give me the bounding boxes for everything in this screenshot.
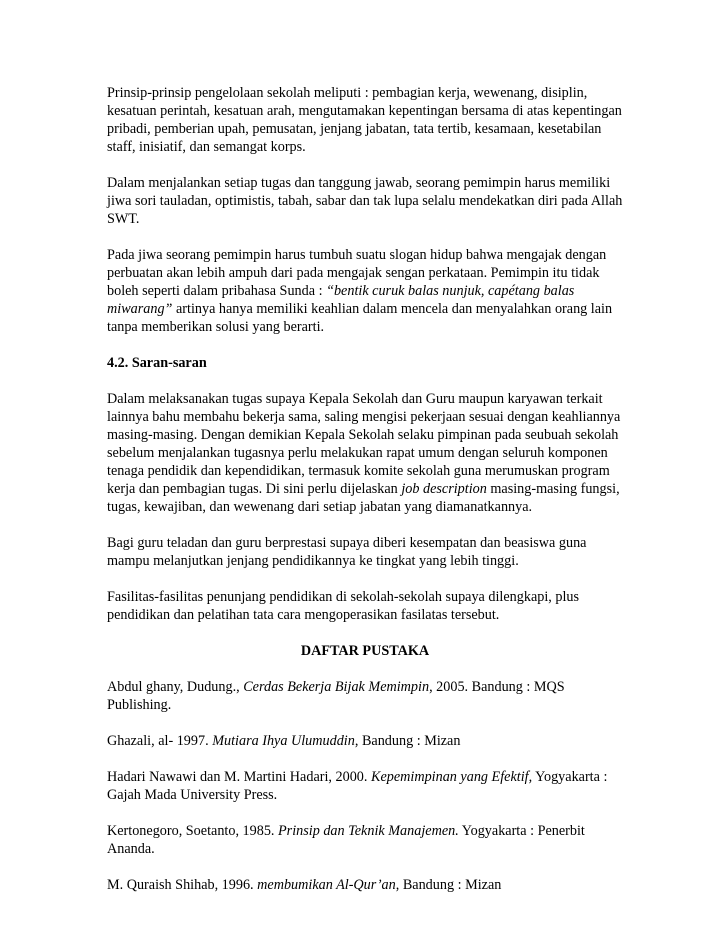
reference-title: Prinsip dan Teknik Manajemen. bbox=[278, 823, 459, 839]
paragraph-guru-teladan: Bagi guru teladan dan guru berprestasi supaya diberi kesempatan dan beasiswa guna mampu melanjutkan jenjang pendidikannya ke tingkat yang lebih tinggi. bbox=[107, 535, 587, 569]
paragraph-saran bbox=[107, 390, 623, 516]
paragraph-fasilitas: Fasilitas-fasilitas penunjang pendidikan di sekolah-sekolah supaya dilengkapi, plus pendidikan dan pelatihan tata cara mengoperasikan fasilatas tersebut. bbox=[107, 589, 580, 623]
reference-author: Hadari Nawawi dan M. Martini Hadari, 2000. bbox=[107, 769, 371, 785]
saran-text-after: masing-masing fungsi, tugas, kewajiban, dan wewenang dari setiap jabatan yang diamanatkannya. bbox=[107, 481, 620, 515]
reference-item bbox=[107, 678, 623, 714]
reference-item bbox=[107, 876, 623, 894]
job-description-term: job description bbox=[401, 481, 487, 497]
reference-publisher: , 2005. Bandung : MQS Publishing. bbox=[107, 679, 565, 713]
document-page bbox=[107, 84, 623, 912]
paragraph-prinsip: Prinsip-prinsip pengelolaan sekolah meliputi : pembagian kerja, wewenang, disiplin, kesatuan perintah, kesatuan arah, mengutamakan kepentingan bersama di atas kepentingan pribadi, pemberian upah, pemusatan, jenjang jabatan, tata tertib, kesamaan, kesetabilan staff, inisiatif, dan semangat korps. bbox=[107, 85, 622, 155]
slogan-text-after: artinya hanya memiliki keahlian dalam mencela dan menyalahkan orang lain tanpa memberikan solusi yang berarti. bbox=[107, 301, 613, 335]
reference-publisher: Yogyakarta : Penerbit Ananda. bbox=[107, 823, 585, 857]
reference-title: membumikan Al-Qur’an bbox=[257, 877, 396, 893]
bibliography-heading: DAFTAR PUSTAKA bbox=[300, 643, 430, 659]
reference-author: Abdul ghany, Dudung., bbox=[107, 679, 244, 695]
reference-publisher: Yogyakarta : Gajah Mada University Press. bbox=[107, 769, 608, 803]
reference-author: M. Quraish Shihab, 1996. bbox=[107, 877, 258, 893]
reference-publisher: , Bandung : Mizan bbox=[395, 877, 502, 893]
sunda-proverb: “bentik curuk balas nunjuk, capétang balas miwarang” bbox=[107, 283, 575, 317]
reference-title: Kepemimpinan yang Efektif, bbox=[370, 769, 533, 785]
reference-item bbox=[107, 732, 623, 750]
reference-title: Cerdas Bekerja Bijak Memimpin bbox=[243, 679, 430, 695]
reference-publisher: , Bandung : Mizan bbox=[354, 733, 461, 749]
reference-item bbox=[107, 768, 623, 804]
reference-author: Ghazali, al- 1997. bbox=[107, 733, 213, 749]
paragraph-pemimpin: Dalam menjalankan setiap tugas dan tanggung jawab, seorang pemimpin harus memiliki jiwa sori tauladan, optimistis, tabah, sabar dan tak lupa selalu mendekatkan diri pada Allah SWT. bbox=[107, 175, 623, 227]
reference-author: Kertonegoro, Soetanto, 1985. bbox=[107, 823, 279, 839]
paragraph-slogan bbox=[107, 246, 623, 336]
reference-title: Mutiara Ihya Ulumuddin bbox=[212, 733, 355, 749]
saran-text-before: Dalam melaksanakan tugas supaya Kepala Sekolah dan Guru maupun karyawan terkait lainnya bahu membahu bekerja sama, saling mengisi pekerjaan sesuai dengan keahliannya masing-masing. Dengan demikian Kepala Sekolah selaku pimpinan pada seubuah sekolah sebelum menjalankan tugasnya perlu melakukan rapat umum dengan seluruh komponen tenaga pendidik dan kependidikan, termasuk komite sekolah guna merumuskan program kerja dan pembagian tugas. Di sini perlu dijelaskan bbox=[107, 391, 621, 497]
slogan-text-before: Pada jiwa seorang pemimpin harus tumbuh suatu slogan hidup bahwa mengajak dengan perbuatan akan lebih ampuh dari pada mengajak sengan perkataan. Pemimpin itu tidak boleh seperti dalam pribahasa Sunda : bbox=[107, 247, 607, 299]
reference-item bbox=[107, 822, 623, 858]
section-heading-saran: 4.2. Saran-saran bbox=[107, 355, 207, 371]
